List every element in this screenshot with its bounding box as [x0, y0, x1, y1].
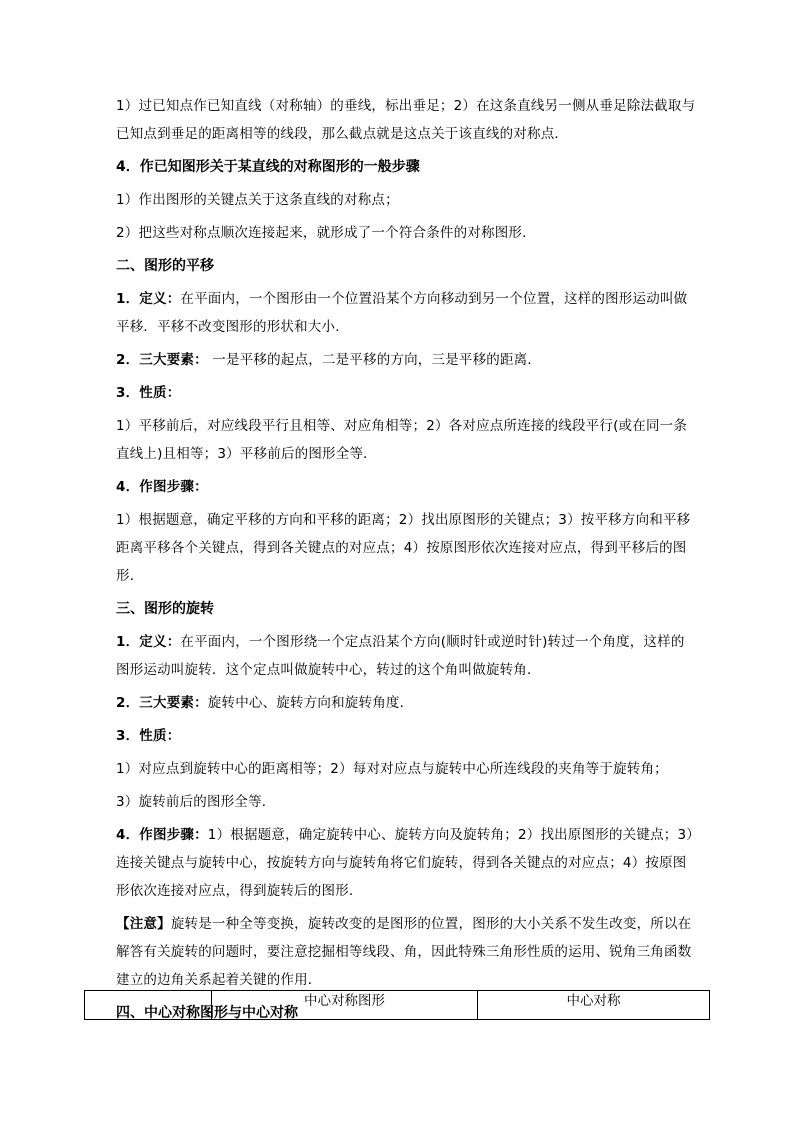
paragraph-step-1: 1）作出图形的关键点关于这条直线的对称点；	[116, 192, 399, 208]
label: 2．三大要素：	[116, 695, 208, 711]
label: 4．作图步骤：	[116, 479, 208, 495]
rotation-note	[116, 910, 696, 994]
translation-steps-text: 1）根据题意，确定平移的方向和平移的距离；2）找出原图形的关键点；3）按平移方向和平移距离平移各个关键点，得到各关键点的对应点；4）按原图形依次连接对应点，得到平移后的图形．	[116, 512, 691, 584]
table-header-row	[85, 991, 710, 1020]
table-header-central-symmetry: 中心对称	[478, 991, 710, 1020]
section-heading-central-symmetry: 四、中心对称图形与中心对称	[116, 1005, 298, 1021]
paragraph-step-2: 2）把这些对称点顺次连接起来，就形成了一个符合条件的对称图形．	[116, 225, 536, 241]
rotation-properties-1: 1）对应点到旋转中心的距离相等；2）每对对应点与旋转中心所连线段的夹角等于旋转角；	[116, 761, 668, 777]
table-header-central-symmetric-figure: 中心对称图形	[212, 991, 478, 1020]
translation-properties-label	[116, 379, 696, 407]
translation-properties-text: 1）平移前后，对应线段平行且相等、对应角相等；2）各对应点所连接的线段平行(或在同一条直线上)且相等；3）平移前后的图形全等．	[116, 418, 688, 462]
table-header-empty	[85, 991, 212, 1020]
text: 一是平移的起点，二是平移的方向，三是平移的距离．	[207, 352, 542, 368]
translation-steps-label	[116, 473, 696, 501]
label: 3．性质：	[116, 728, 181, 744]
rotation-steps	[116, 821, 696, 905]
section-heading-rotation: 三、图形的旋转	[116, 601, 214, 617]
rotation-properties-2: 3）旋转前后的图形全等．	[116, 794, 276, 810]
label: 4．作图步骤：	[116, 827, 208, 843]
rotation-definition	[116, 628, 696, 684]
text: 在平面内，一个图形由一个位置沿某个方向移动到另一个位置，这样的图形运动叫做平移．平移不改变图形的形状和大小．	[116, 291, 688, 335]
label: 1．定义：	[116, 291, 181, 307]
translation-elements	[116, 346, 696, 374]
heading-symmetric-figure-steps: 4．作已知图形关于某直线的对称图形的一般步骤	[116, 159, 420, 175]
note-text: 旋转是一种全等变换，旋转改变的是图形的位置，图形的大小关系不发生改变，所以在解答有关旋转的问题时，要注意挖掘相等线段、角，因此特殊三角形性质的运用、锐角三角函数建立的边角关系起着关键的作用．	[116, 916, 692, 988]
rotation-elements	[116, 689, 696, 717]
text: 旋转中心、旋转方向和旋转角度．	[207, 695, 414, 711]
text: 1）根据题意，确定旋转中心、旋转方向及旋转角；2）找出原图形的关键点；3）连接关键点与旋转中心，按旋转方向与旋转角将它们旋转，得到各关键点的对应点；4）按原图形依次连接对应点，得到旋转后的图形．	[116, 827, 694, 899]
rotation-properties-label	[116, 722, 696, 750]
note-label: 【注意】	[116, 916, 171, 932]
document-body	[116, 92, 696, 1032]
label: 1．定义：	[116, 634, 181, 650]
translation-definition	[116, 285, 696, 341]
label: 2．三大要素：	[116, 352, 208, 368]
label: 3．性质：	[116, 385, 181, 401]
paragraph-symmetric-point-method: 1）过已知点作已知直线（对称轴）的垂线，标出垂足；2）在这条直线另一侧从垂足除法截取与已知点到垂足的距离相等的线段，那么截点就是这点关于该直线的对称点．	[116, 98, 696, 142]
section-heading-translation: 二、图形的平移	[116, 258, 214, 274]
comparison-table	[84, 990, 710, 1020]
text: 在平面内，一个图形绕一个定点沿某个方向(顺时针或逆时针)转过一个角度，这样的图形运动叫旋转．这个定点叫做旋转中心，转过的这个角叫做旋转角．	[116, 634, 685, 678]
